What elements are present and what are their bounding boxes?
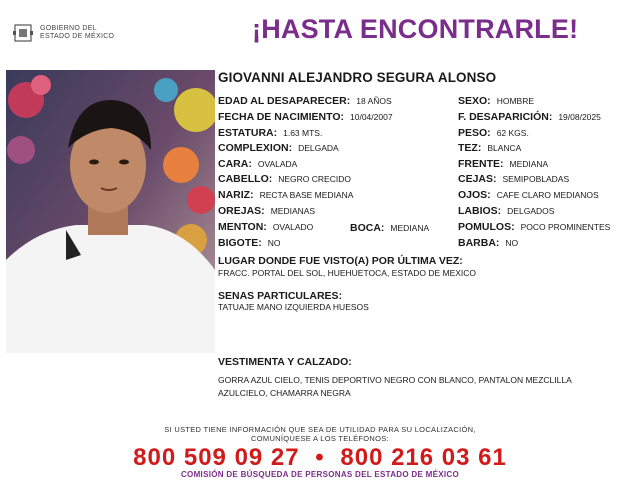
headline: ¡HASTA ENCONTRARLE! (252, 14, 579, 44)
field-barba: BARBA: NO (458, 237, 519, 249)
senas-text: TATUAJE MANO IZQUIERDA HUESOS (218, 302, 369, 312)
vestimenta-line-2: AZULCIELO, CHAMARRA NEGRA (218, 388, 351, 398)
lugar-text: FRACC. PORTAL DEL SOL, HUEHUETOCA, ESTADO DE MEXICO (218, 268, 477, 278)
field-boca: BOCA: MEDIANA (350, 222, 430, 234)
phone-1[interactable]: 800 509 09 27 (133, 444, 300, 471)
field-desaparicion: F. DESAPARICIÓN: 19/08/2025 (458, 111, 601, 123)
field-bigote: BIGOTE: NO (218, 237, 281, 249)
lugar-title: LUGAR DONDE FUE VISTO(A) POR ÚLTIMA VEZ: (218, 255, 463, 267)
field-peso: PESO: 62 KGS. (458, 127, 529, 139)
government-logo (12, 22, 114, 44)
senas-title: SENAS PARTICULARES: (218, 290, 343, 302)
field-cabello: CABELLO: NEGRO CRECIDO (218, 173, 351, 185)
field-orejas: OREJAS: MEDIANAS (218, 205, 316, 217)
field-nacimiento: FECHA DE NACIMIENTO: 10/04/2007 (218, 111, 393, 123)
field-nariz: NARIZ: RECTA BASE MEDIANA (218, 189, 354, 201)
footer-note-1: SI USTED TIENE INFORMACIÓN QUE SEA DE UTILIDAD PARA SU LOCALIZACIÓN, (164, 425, 476, 434)
person-name: GIOVANNI ALEJANDRO SEGURA ALONSO (218, 70, 497, 85)
field-tez: TEZ: BLANCA (458, 142, 522, 154)
vestimenta-title: VESTIMENTA Y CALZADO: (218, 356, 352, 368)
field-ojos: OJOS: CAFE CLARO MEDIANOS (458, 189, 599, 201)
field-cejas: CEJAS: SEMIPOBLADAS (458, 173, 570, 185)
vestimenta-line-1: GORRA AZUL CIELO, TENIS DEPORTIVO NEGRO CON BLANCO, PANTALON MEZCLILLA (218, 375, 572, 385)
phone-numbers (0, 444, 640, 472)
field-cara: CARA: OVALADA (218, 158, 298, 170)
agency-name: COMISIÓN DE BÚSQUEDA DE PERSONAS DEL ESTADO DE MÉXICO (180, 470, 459, 479)
state-seal-icon (12, 22, 34, 44)
field-estatura: ESTATURA: 1.63 MTS. (218, 127, 323, 139)
phone-2[interactable]: 800 216 03 61 (340, 444, 507, 471)
person-photo (6, 70, 215, 353)
phone-separator: • (315, 444, 325, 471)
field-pomulos: POMULOS: POCO PROMINENTES (458, 221, 611, 233)
field-labios: LABIOS: DELGADOS (458, 205, 555, 217)
field-frente: FRENTE: MEDIANA (458, 158, 549, 170)
logo-line-2: ESTADO DE MÉXICO (40, 33, 115, 40)
field-menton: MENTON: OVALADO (218, 221, 314, 233)
field-sexo: SEXO: HOMBRE (458, 95, 534, 107)
field-edad: EDAD AL DESAPARECER: 18 AÑOS (218, 95, 392, 107)
field-complexion: COMPLEXION: DELGADA (218, 142, 339, 154)
portrait-image (6, 70, 215, 353)
footer-note-2: COMUNÍQUESE A LOS TELÉFONOS: (251, 434, 389, 443)
logo-line-1: GOBIERNO DEL (40, 25, 97, 32)
